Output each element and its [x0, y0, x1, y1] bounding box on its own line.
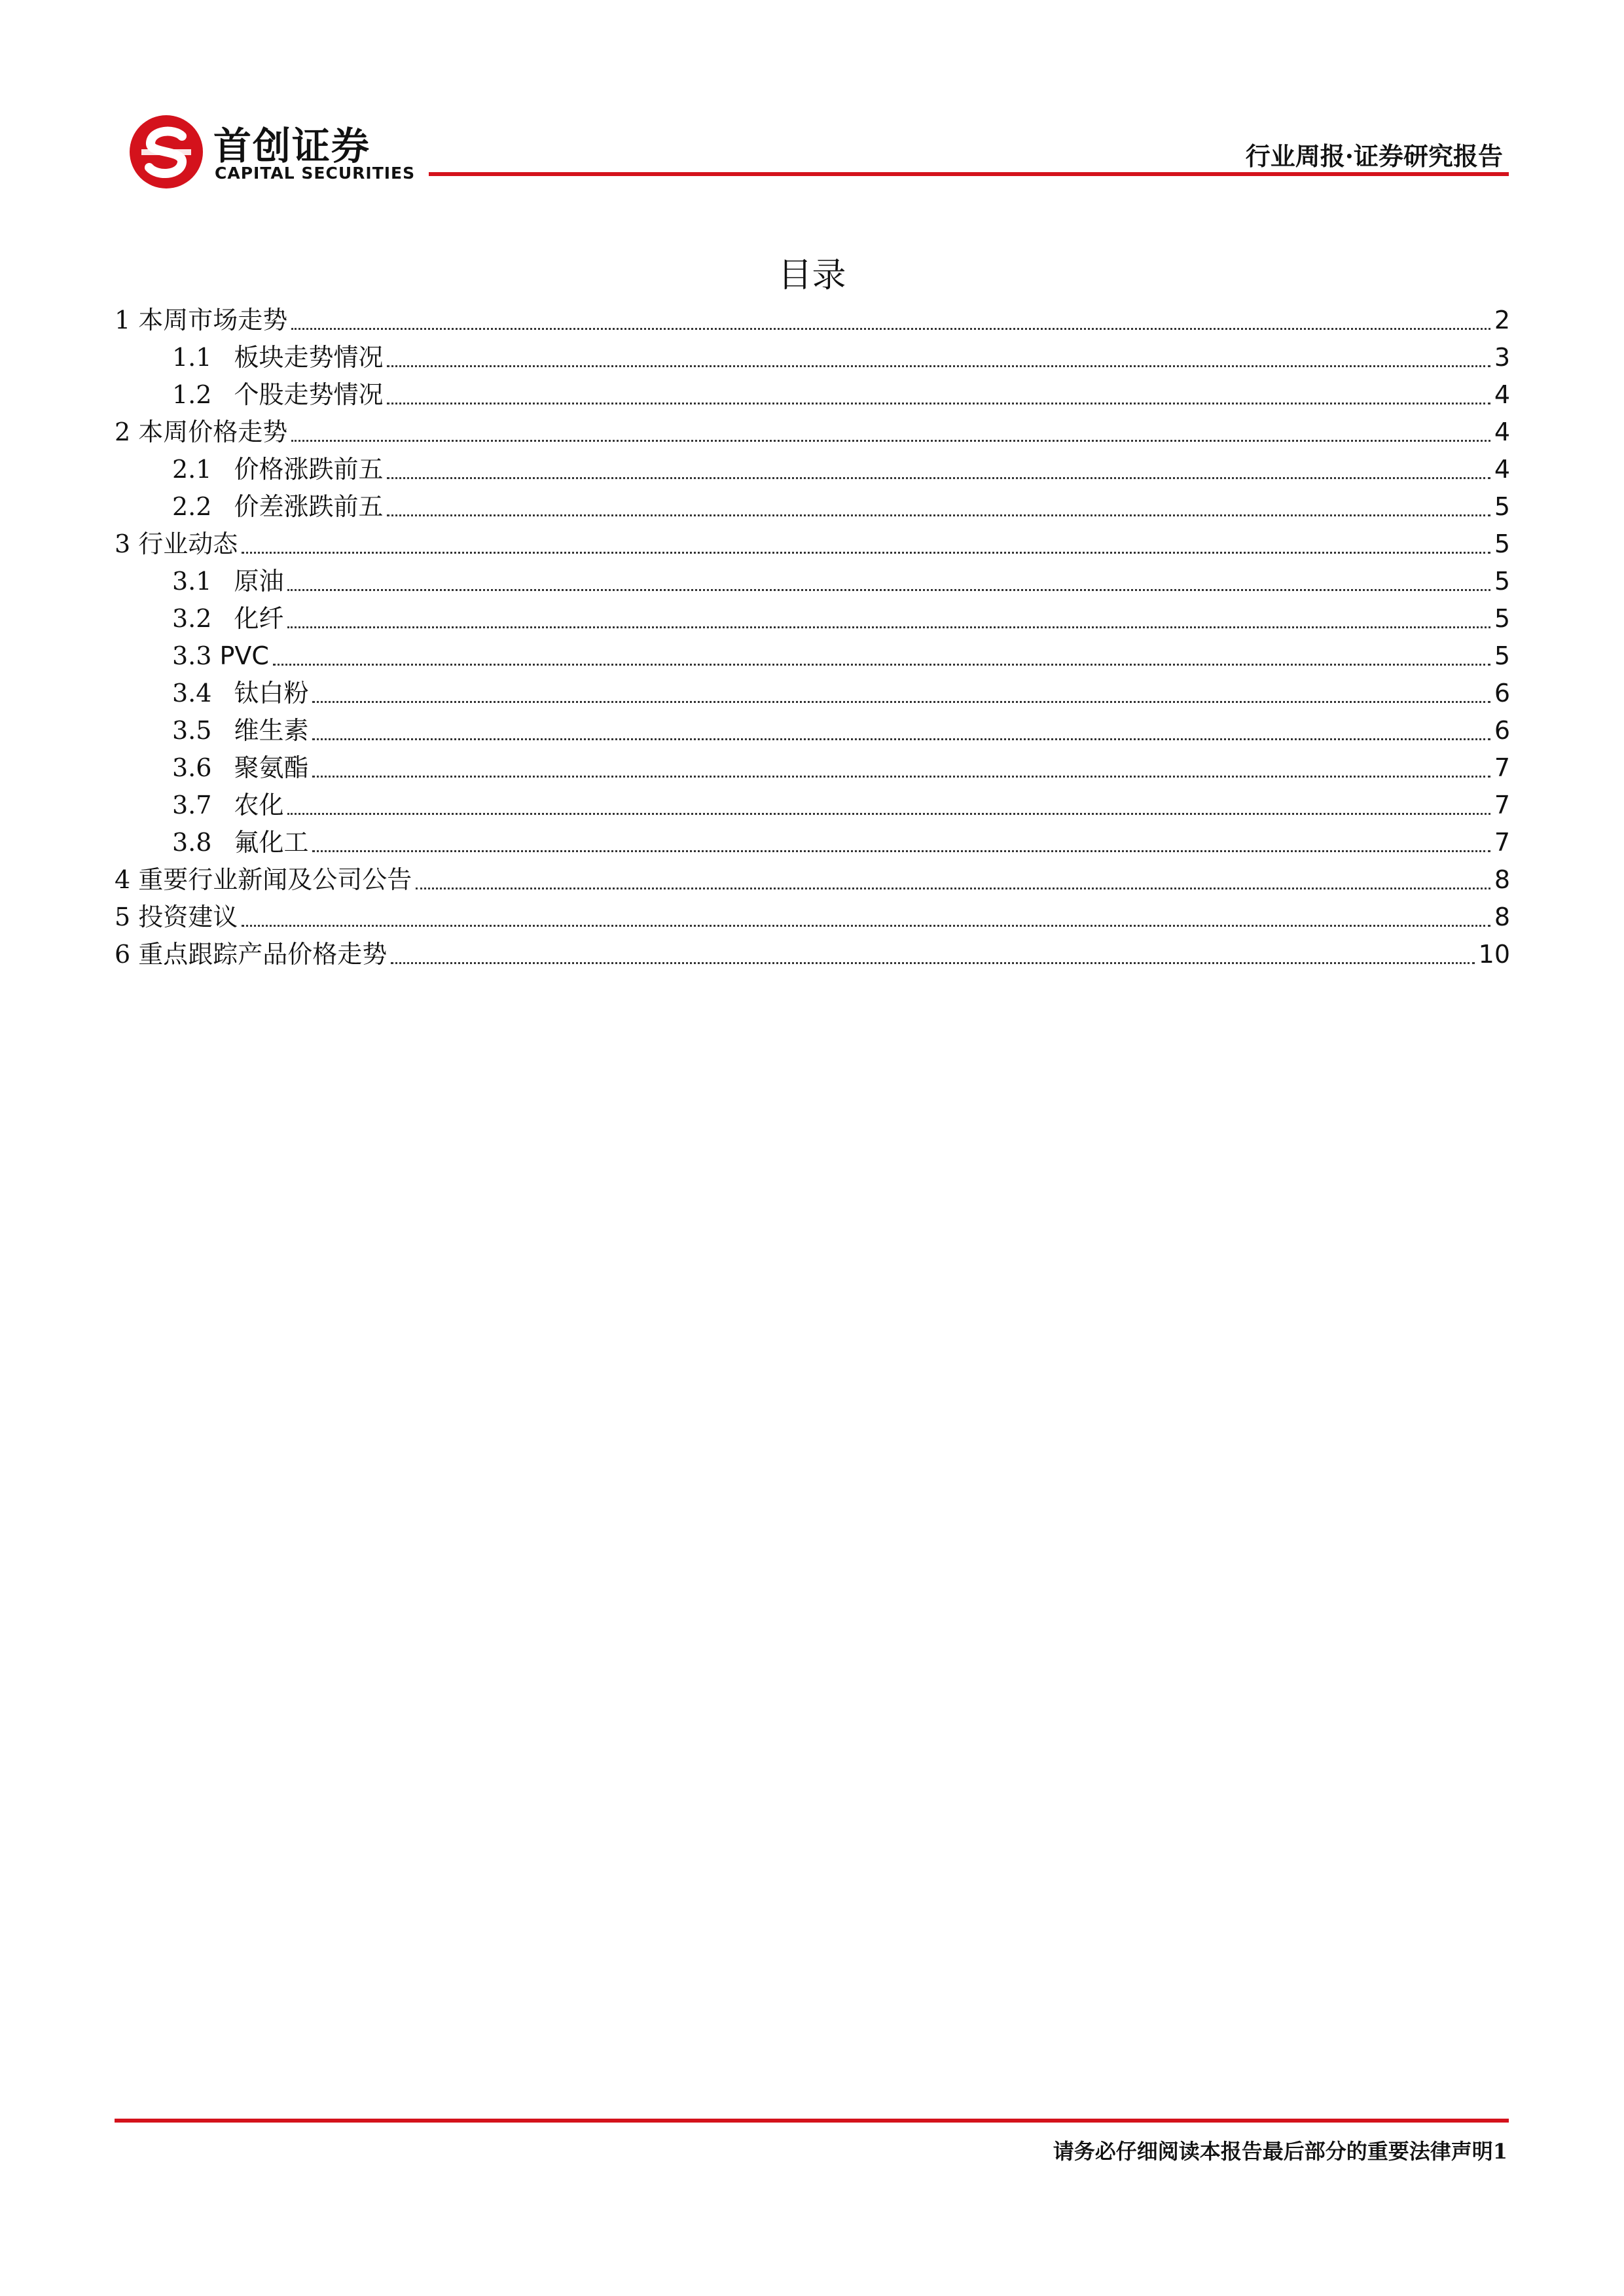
- toc-dot-leader: [291, 328, 1490, 330]
- toc-entry[interactable]: [115, 298, 1510, 336]
- toc-dot-leader: [287, 813, 1490, 815]
- table-of-contents: [115, 298, 1510, 970]
- toc-entry-label: 投资建议: [138, 903, 238, 932]
- footer-disclaimer: [1053, 2135, 1507, 2165]
- toc-entry[interactable]: [115, 821, 1510, 858]
- toc-entry-page: 7: [1494, 753, 1510, 783]
- toc-entry-number: 3.2: [172, 604, 212, 634]
- toc-entry-number: 2: [115, 418, 131, 447]
- toc-dot-leader: [387, 477, 1490, 479]
- toc-dot-leader: [387, 514, 1490, 516]
- toc-entry-page: 6: [1494, 679, 1510, 708]
- toc-entry-number: 2.2: [172, 492, 212, 522]
- toc-entry-label: 本周市场走势: [138, 306, 288, 335]
- toc-entry[interactable]: [115, 485, 1510, 522]
- toc-entry-label: 个股走势情况: [234, 380, 384, 410]
- toc-entry-page: 5: [1494, 641, 1510, 671]
- capital-securities-logo-icon: [128, 114, 204, 190]
- toc-entry-page: 5: [1494, 604, 1510, 634]
- toc-entry[interactable]: [115, 522, 1510, 560]
- disclaimer-text: 请务必仔细阅读本报告最后部分的重要法律声明: [1053, 2139, 1493, 2164]
- toc-entry-number: 2.1: [172, 455, 212, 484]
- toc-dot-leader: [387, 365, 1490, 367]
- toc-entry-number: 3.8: [172, 828, 212, 857]
- logo-english-name: CAPITAL SECURITIES: [215, 164, 416, 183]
- toc-entry-number: 1.2: [172, 380, 212, 410]
- toc-entry-page: 5: [1494, 567, 1510, 596]
- toc-entry-label: 化纤: [234, 604, 284, 634]
- toc-entry-number: 3.6: [172, 753, 212, 783]
- toc-dot-leader: [287, 626, 1490, 628]
- toc-entry-page: 8: [1494, 903, 1510, 932]
- toc-dot-leader: [387, 403, 1490, 404]
- toc-entry[interactable]: [115, 597, 1510, 634]
- toc-dot-leader: [273, 664, 1490, 666]
- toc-dot-leader: [416, 888, 1490, 889]
- toc-entry-page: 4: [1494, 455, 1510, 484]
- toc-entry-page: 7: [1494, 791, 1510, 820]
- toc-entry[interactable]: [115, 709, 1510, 746]
- toc-entry-label: 维生素: [234, 716, 309, 745]
- toc-entry-label: 钛白粉: [234, 679, 309, 708]
- footer-divider: [115, 2119, 1509, 2123]
- toc-dot-leader: [291, 440, 1490, 442]
- toc-entry-page: 4: [1494, 380, 1510, 410]
- toc-entry-label: 板块走势情况: [234, 343, 384, 372]
- toc-entry-page: 5: [1494, 492, 1510, 522]
- toc-entry-number: 3.3: [172, 641, 212, 671]
- toc-entry-page: 10: [1478, 940, 1510, 969]
- toc-entry-page: 8: [1494, 865, 1510, 895]
- toc-entry-label: 聚氨酯: [234, 753, 309, 783]
- toc-entry-number: 3.5: [172, 716, 212, 745]
- toc-entry[interactable]: [115, 336, 1510, 373]
- toc-entry[interactable]: [115, 634, 1510, 672]
- toc-entry-label: PVC: [219, 641, 269, 671]
- toc-entry-number: 1.1: [172, 343, 212, 372]
- toc-entry-number: 1: [115, 306, 131, 335]
- toc-dot-leader: [287, 589, 1490, 591]
- logo-chinese-name: 首创证券: [213, 124, 371, 168]
- toc-entry[interactable]: [115, 895, 1510, 933]
- toc-dot-leader: [312, 850, 1490, 852]
- toc-entry-number: 3.1: [172, 567, 212, 596]
- toc-entry[interactable]: [115, 783, 1510, 821]
- toc-dot-leader: [312, 701, 1490, 703]
- toc-dot-leader: [391, 962, 1474, 964]
- toc-entry[interactable]: [115, 373, 1510, 410]
- toc-entry-number: 3.7: [172, 791, 212, 820]
- toc-entry-page: 4: [1494, 418, 1510, 447]
- toc-entry-number: 3.4: [172, 679, 212, 708]
- toc-entry[interactable]: [115, 746, 1510, 783]
- toc-entry-number: 3: [115, 529, 131, 559]
- toc-dot-leader: [312, 776, 1490, 778]
- toc-dot-leader: [242, 925, 1490, 927]
- toc-entry-number: 5: [115, 903, 131, 932]
- report-type-label: 行业周报·证券研究报告: [1245, 141, 1503, 171]
- toc-dot-leader: [242, 552, 1490, 554]
- toc-entry-page: 3: [1494, 343, 1510, 372]
- toc-entry-page: 7: [1494, 828, 1510, 857]
- page-number: 1: [1492, 2139, 1507, 2164]
- toc-entry[interactable]: [115, 858, 1510, 895]
- toc-entry[interactable]: [115, 410, 1510, 448]
- toc-entry-label: 重要行业新闻及公司公告: [138, 865, 412, 895]
- toc-entry-label: 行业动态: [138, 529, 238, 559]
- toc-entry[interactable]: [115, 672, 1510, 709]
- toc-entry-page: 2: [1494, 306, 1510, 335]
- toc-entry[interactable]: [115, 933, 1510, 970]
- toc-entry-page: 6: [1494, 716, 1510, 745]
- toc-entry-label: 价格涨跌前五: [234, 455, 384, 484]
- toc-entry-number: 4: [115, 865, 131, 895]
- toc-entry-label: 原油: [234, 567, 284, 596]
- toc-entry[interactable]: [115, 448, 1510, 485]
- toc-entry-number: 6: [115, 940, 131, 969]
- toc-entry-label: 价差涨跌前五: [234, 492, 384, 522]
- toc-entry-label: 本周价格走势: [138, 418, 288, 447]
- header-divider: [429, 172, 1509, 176]
- company-logo: [128, 114, 416, 191]
- toc-entry-label: 农化: [234, 791, 284, 820]
- toc-dot-leader: [312, 738, 1490, 740]
- toc-entry[interactable]: [115, 560, 1510, 597]
- toc-entry-label: 氟化工: [234, 828, 309, 857]
- toc-title: 目录: [778, 256, 846, 295]
- toc-entry-page: 5: [1494, 529, 1510, 559]
- toc-entry-label: 重点跟踪产品价格走势: [138, 940, 388, 969]
